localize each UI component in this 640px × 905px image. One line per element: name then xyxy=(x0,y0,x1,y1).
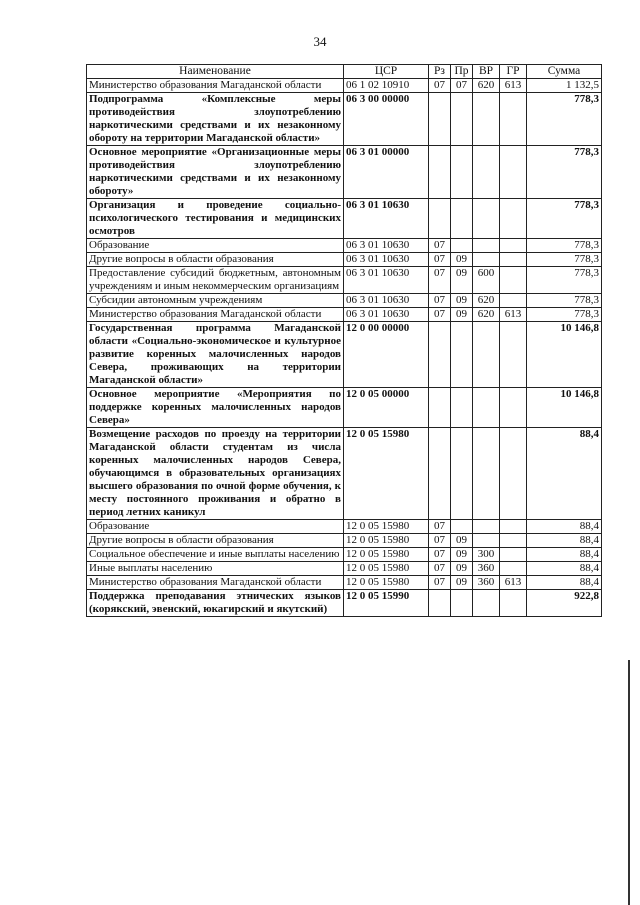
cell-sum: 778,3 xyxy=(527,253,602,267)
cell-gr: 613 xyxy=(500,308,527,322)
table-row xyxy=(87,267,602,294)
cell-pr xyxy=(451,388,473,428)
column-header-gr: ГР xyxy=(500,65,527,79)
cell-name: Предоставление субсидий бюджетным, автономным учреждениям и иным некоммерческим организациям xyxy=(87,267,344,294)
cell-sum: 1 132,5 xyxy=(527,79,602,93)
cell-gr: 613 xyxy=(500,576,527,590)
cell-vr xyxy=(473,322,500,388)
cell-pr: 09 xyxy=(451,562,473,576)
cell-gr xyxy=(500,253,527,267)
cell-name: Министерство образования Магаданской области xyxy=(87,308,344,322)
budget-table xyxy=(86,64,602,617)
cell-sum: 922,8 xyxy=(527,590,602,617)
column-header-sum: Сумма xyxy=(527,65,602,79)
table-row xyxy=(87,428,602,520)
cell-csr: 06 1 02 10910 xyxy=(344,79,429,93)
cell-sum: 88,4 xyxy=(527,548,602,562)
cell-sum: 10 146,8 xyxy=(527,388,602,428)
cell-pr: 09 xyxy=(451,294,473,308)
cell-sum: 778,3 xyxy=(527,294,602,308)
cell-vr: 620 xyxy=(473,308,500,322)
table-row xyxy=(87,388,602,428)
cell-pr xyxy=(451,520,473,534)
cell-pr: 09 xyxy=(451,534,473,548)
table-row xyxy=(87,520,602,534)
table-row xyxy=(87,253,602,267)
cell-rz xyxy=(429,199,451,239)
cell-pr xyxy=(451,146,473,199)
cell-name: Подпрограмма «Комплексные меры противодействия злоупотреблению наркотическими средствами и их незаконному обороту на территории Магаданской области» xyxy=(87,93,344,146)
column-header-pr: Пр xyxy=(451,65,473,79)
cell-rz xyxy=(429,388,451,428)
cell-vr xyxy=(473,388,500,428)
table-row xyxy=(87,146,602,199)
cell-sum: 88,4 xyxy=(527,562,602,576)
table-row xyxy=(87,322,602,388)
cell-csr: 12 0 05 00000 xyxy=(344,388,429,428)
cell-vr: 360 xyxy=(473,562,500,576)
cell-pr: 09 xyxy=(451,253,473,267)
cell-name: Субсидии автономным учреждениям xyxy=(87,294,344,308)
cell-pr xyxy=(451,428,473,520)
cell-csr: 06 3 01 10630 xyxy=(344,239,429,253)
cell-csr: 12 0 05 15980 xyxy=(344,428,429,520)
table-row xyxy=(87,562,602,576)
cell-vr xyxy=(473,534,500,548)
cell-gr xyxy=(500,562,527,576)
cell-sum: 88,4 xyxy=(527,576,602,590)
cell-name: Другие вопросы в области образования xyxy=(87,253,344,267)
cell-gr xyxy=(500,428,527,520)
table-row xyxy=(87,308,602,322)
cell-name: Поддержка преподавания этнических языков (корякский, эвенский, юкагирский и якутский) xyxy=(87,590,344,617)
cell-rz: 07 xyxy=(429,239,451,253)
cell-sum: 88,4 xyxy=(527,428,602,520)
column-header-rz: Рз xyxy=(429,65,451,79)
cell-rz: 07 xyxy=(429,253,451,267)
cell-vr: 360 xyxy=(473,576,500,590)
table-header-row xyxy=(87,65,602,79)
cell-rz: 07 xyxy=(429,534,451,548)
cell-name: Министерство образования Магаданской области xyxy=(87,576,344,590)
cell-sum: 10 146,8 xyxy=(527,322,602,388)
cell-pr: 09 xyxy=(451,267,473,294)
cell-rz xyxy=(429,428,451,520)
cell-vr xyxy=(473,520,500,534)
cell-sum: 88,4 xyxy=(527,534,602,548)
cell-csr: 06 3 01 10630 xyxy=(344,294,429,308)
cell-vr xyxy=(473,239,500,253)
cell-vr xyxy=(473,146,500,199)
table-row xyxy=(87,590,602,617)
table-row xyxy=(87,548,602,562)
cell-csr: 12 0 05 15980 xyxy=(344,520,429,534)
column-header-vr: ВР xyxy=(473,65,500,79)
cell-name: Возмещение расходов по проезду на территории Магаданской области студентам из числа коренных малочисленных народов Севера, обучающимся в образовательных организациях высшего образования по очной форме обучения, к месту постоянного проживания и обратно в период летних каникул xyxy=(87,428,344,520)
cell-gr: 613 xyxy=(500,79,527,93)
cell-csr: 06 3 00 00000 xyxy=(344,93,429,146)
cell-sum: 88,4 xyxy=(527,520,602,534)
cell-pr xyxy=(451,239,473,253)
cell-pr: 09 xyxy=(451,308,473,322)
cell-rz xyxy=(429,590,451,617)
cell-pr: 09 xyxy=(451,548,473,562)
cell-vr: 600 xyxy=(473,267,500,294)
cell-sum: 778,3 xyxy=(527,308,602,322)
cell-rz: 07 xyxy=(429,308,451,322)
cell-gr xyxy=(500,239,527,253)
cell-rz: 07 xyxy=(429,79,451,93)
cell-name: Государственная программа Магаданской области «Социально-экономическое и культурное развитие коренных малочисленных народов Севера, проживающих на территории Магаданской области» xyxy=(87,322,344,388)
cell-vr xyxy=(473,590,500,617)
cell-csr: 12 0 05 15980 xyxy=(344,548,429,562)
cell-sum: 778,3 xyxy=(527,199,602,239)
cell-rz: 07 xyxy=(429,548,451,562)
column-header-name: Наименование xyxy=(87,65,344,79)
page-edge-line xyxy=(628,660,630,905)
cell-pr: 09 xyxy=(451,576,473,590)
cell-rz: 07 xyxy=(429,576,451,590)
table-body xyxy=(87,79,602,617)
cell-gr xyxy=(500,534,527,548)
cell-rz: 07 xyxy=(429,294,451,308)
table-row xyxy=(87,79,602,93)
cell-sum: 778,3 xyxy=(527,146,602,199)
cell-name: Основное мероприятие «Организационные меры противодействия злоупотреблению наркотическими средствами и их незаконному обороту» xyxy=(87,146,344,199)
cell-pr xyxy=(451,322,473,388)
cell-name: Образование xyxy=(87,239,344,253)
cell-sum: 778,3 xyxy=(527,267,602,294)
cell-pr: 07 xyxy=(451,79,473,93)
cell-rz xyxy=(429,146,451,199)
cell-csr: 12 0 05 15980 xyxy=(344,534,429,548)
cell-csr: 12 0 05 15980 xyxy=(344,562,429,576)
cell-csr: 12 0 00 00000 xyxy=(344,322,429,388)
cell-rz: 07 xyxy=(429,520,451,534)
cell-name: Социальное обеспечение и иные выплаты населению xyxy=(87,548,344,562)
cell-sum: 778,3 xyxy=(527,93,602,146)
cell-pr xyxy=(451,93,473,146)
table-row xyxy=(87,93,602,146)
table-row xyxy=(87,534,602,548)
cell-gr xyxy=(500,199,527,239)
table-row xyxy=(87,576,602,590)
cell-name: Другие вопросы в области образования xyxy=(87,534,344,548)
cell-vr xyxy=(473,199,500,239)
cell-csr: 06 3 01 00000 xyxy=(344,146,429,199)
cell-gr xyxy=(500,520,527,534)
cell-vr xyxy=(473,93,500,146)
table-row xyxy=(87,239,602,253)
cell-rz: 07 xyxy=(429,267,451,294)
cell-csr: 06 3 01 10630 xyxy=(344,199,429,239)
cell-vr xyxy=(473,428,500,520)
cell-pr xyxy=(451,590,473,617)
cell-name: Организация и проведение социально-психологического тестирования и медицинских осмотров xyxy=(87,199,344,239)
page-number: 34 xyxy=(313,34,327,49)
cell-gr xyxy=(500,388,527,428)
cell-rz: 07 xyxy=(429,562,451,576)
cell-gr xyxy=(500,322,527,388)
cell-csr: 06 3 01 10630 xyxy=(344,308,429,322)
cell-name: Основное мероприятие «Мероприятия по поддержке коренных малочисленных народов Севера» xyxy=(87,388,344,428)
table-row xyxy=(87,294,602,308)
cell-vr xyxy=(473,253,500,267)
cell-pr xyxy=(451,199,473,239)
cell-csr: 06 3 01 10630 xyxy=(344,253,429,267)
cell-gr xyxy=(500,267,527,294)
cell-csr: 06 3 01 10630 xyxy=(344,267,429,294)
cell-name: Иные выплаты населению xyxy=(87,562,344,576)
column-header-csr: ЦСР xyxy=(344,65,429,79)
table-row xyxy=(87,199,602,239)
cell-csr: 12 0 05 15990 xyxy=(344,590,429,617)
cell-name: Образование xyxy=(87,520,344,534)
cell-vr: 300 xyxy=(473,548,500,562)
cell-gr xyxy=(500,548,527,562)
cell-csr: 12 0 05 15980 xyxy=(344,576,429,590)
cell-gr xyxy=(500,294,527,308)
cell-vr: 620 xyxy=(473,79,500,93)
cell-vr: 620 xyxy=(473,294,500,308)
cell-gr xyxy=(500,93,527,146)
cell-name: Министерство образования Магаданской области xyxy=(87,79,344,93)
cell-sum: 778,3 xyxy=(527,239,602,253)
cell-gr xyxy=(500,146,527,199)
cell-gr xyxy=(500,590,527,617)
cell-rz xyxy=(429,322,451,388)
cell-rz xyxy=(429,93,451,146)
